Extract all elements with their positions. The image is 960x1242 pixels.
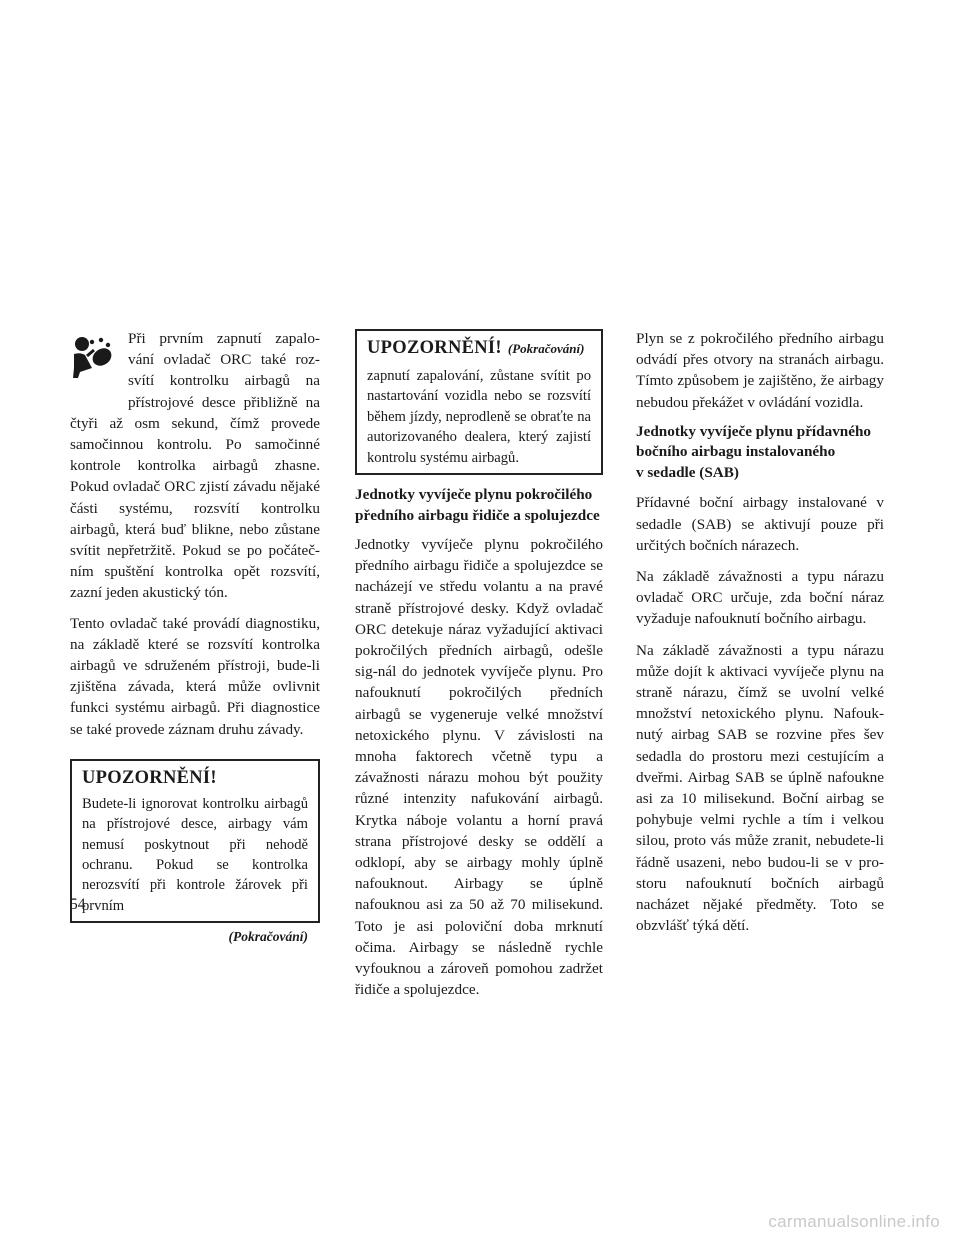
watermark: carmanualsonline.info [768, 1212, 940, 1231]
paragraph: Plyn se z pokročilého předního airbagu odvádí přes otvory na stranách airbagu. Tímto způsobem je zajištěno, že airbagy nebudou překážet v ovládání vozidla. [636, 330, 884, 411]
continued-label: (Pokračování) [228, 929, 308, 945]
page-number: 54 [70, 896, 86, 913]
intro-line: Při prvním zapnutí zapalo- [128, 330, 320, 347]
warning-box-continued [355, 329, 603, 475]
heading-line: bočního airbagu instalovaného [636, 443, 836, 461]
paragraph: Na základě závažnosti a typu nárazu ovladač ORC určuje, zda boční náraz vyžaduje nafouknutí bočního airbagu. [636, 567, 884, 628]
section-heading [636, 422, 884, 484]
warning-text: Budete-li ignorovat kontrolku airbagů na přístrojové desce, airbagy vám nemusí poskytnout při nehodě ochranu. Pokud se kontrolka nerozsvítí při kontrole žárovek při prvním [82, 795, 308, 914]
paragraph: Tento ovladač také provádí diagnostiku, na základě které se rozsvítí kontrolka airbagů ve sdruženém přístroji, bude-li zjištěna závada, která může ovlivnit funkci systému airbagů. Při diagnostice se také provede záznam druhu závady. [70, 614, 320, 738]
warning-title: UPOZORNĚNÍ! [367, 338, 502, 358]
heading-line: Jednotky vyvíječe plynu přídavného [636, 422, 872, 440]
intro-line: svítí kontrolku airbagů na [128, 372, 320, 390]
section-heading: Jednotky vyvíječe plynu pokročilého předního airbagu řidiče a spolujezdce [355, 486, 600, 524]
column-middle [355, 329, 603, 1001]
intro-line: přístrojové desce přibližně na [128, 393, 320, 411]
warning-title: UPOZORNĚNÍ! [82, 767, 217, 788]
heading-line: v sedadle (SAB) [636, 463, 739, 481]
column-right [636, 328, 884, 936]
warning-subtitle: (Pokračování) [507, 341, 585, 356]
paragraph: Na základě závažnosti a typu nárazu může dojít k aktivaci vyvíječe plynu na straně nárazu, čímž se uvolní velké množství netoxického plynu. Nafouk-nutý airbag SAB se rozvine přes šev sedadla do prostoru mezi cestujícím a dveřmi. Airbag SAB se úplně nafoukne asi za 10 milisekund. Boční airbag se pohybuje velmi rychle a tím i velkou silou, proto vás může zranit, nebudete-li řádně usazeni, nebo budou-li se v pro-storu nafouknutí bočních airbagů nacházet nějaké předměty. Toto se obzvlášť týká dětí. [636, 641, 884, 935]
warning-header [367, 337, 591, 359]
paragraph: Jednotky vyvíječe plynu pokročilého předního airbagu řidiče a spolujezdce se nacházejí ve středu volantu a na pravé straně přístrojové desky. Když ovladač ORC detekuje náraz vyžadující aktivaci pokročilých předních airbagů, odešle sig-nál do jednotek vyvíječe plynu. Pro nafouknutí pokročilých předních airbagů se vygeneruje velké množství netoxického plynu. V závislosti na mnoha faktorech včetně typu a závažnosti nárazu mohou být použity různé intenzity nafukování airbagů. Krytka náboje volantu a horní pravá strana přístrojové desky se oddělí a odklopí, aby se airbagy mohly úplně nafouknout. Airbagy se úplně nafouknou asi za 50 až 70 milisekund. Toto je asi poloviční doba mrknutí očima. Airbagy se následně rychle vyfouknou a zároveň pomohou zadržet řidiče a spolujezdce. [355, 536, 603, 999]
warning-text: zapnutí zapalování, zůstane svítit po nastartování vozidla nebo se rozsvítí během jízdy, neprodleně se obraťte na autorizovaného dealera, který zajistí kontrolu systému airbagů. [367, 368, 591, 466]
intro-line: vání ovladač ORC také roz- [128, 351, 320, 369]
airbag-warning-icon [70, 330, 128, 392]
paragraph: Přídavné boční airbagy instalované v sedadle (SAB) se aktivují pouze při určitých bočních nárazech. [636, 494, 884, 554]
column-left [70, 328, 320, 945]
paragraph: čtyři až osm sekund, čímž provede samočinnou kontrolu. Po samočinné kontrole kontrolka airbagů zhasne. Pokud ovladač ORC zjistí závadu nějaké části systému, rozsvítí kontrolku airbagů, která buď blikne, nebo zůstane svítit nepřetržitě. Pokud se po počáteč-ním spuštění kontrolka opět rozsvítí, zazní jeden akustický tón. [70, 414, 320, 602]
warning-box [70, 759, 320, 923]
